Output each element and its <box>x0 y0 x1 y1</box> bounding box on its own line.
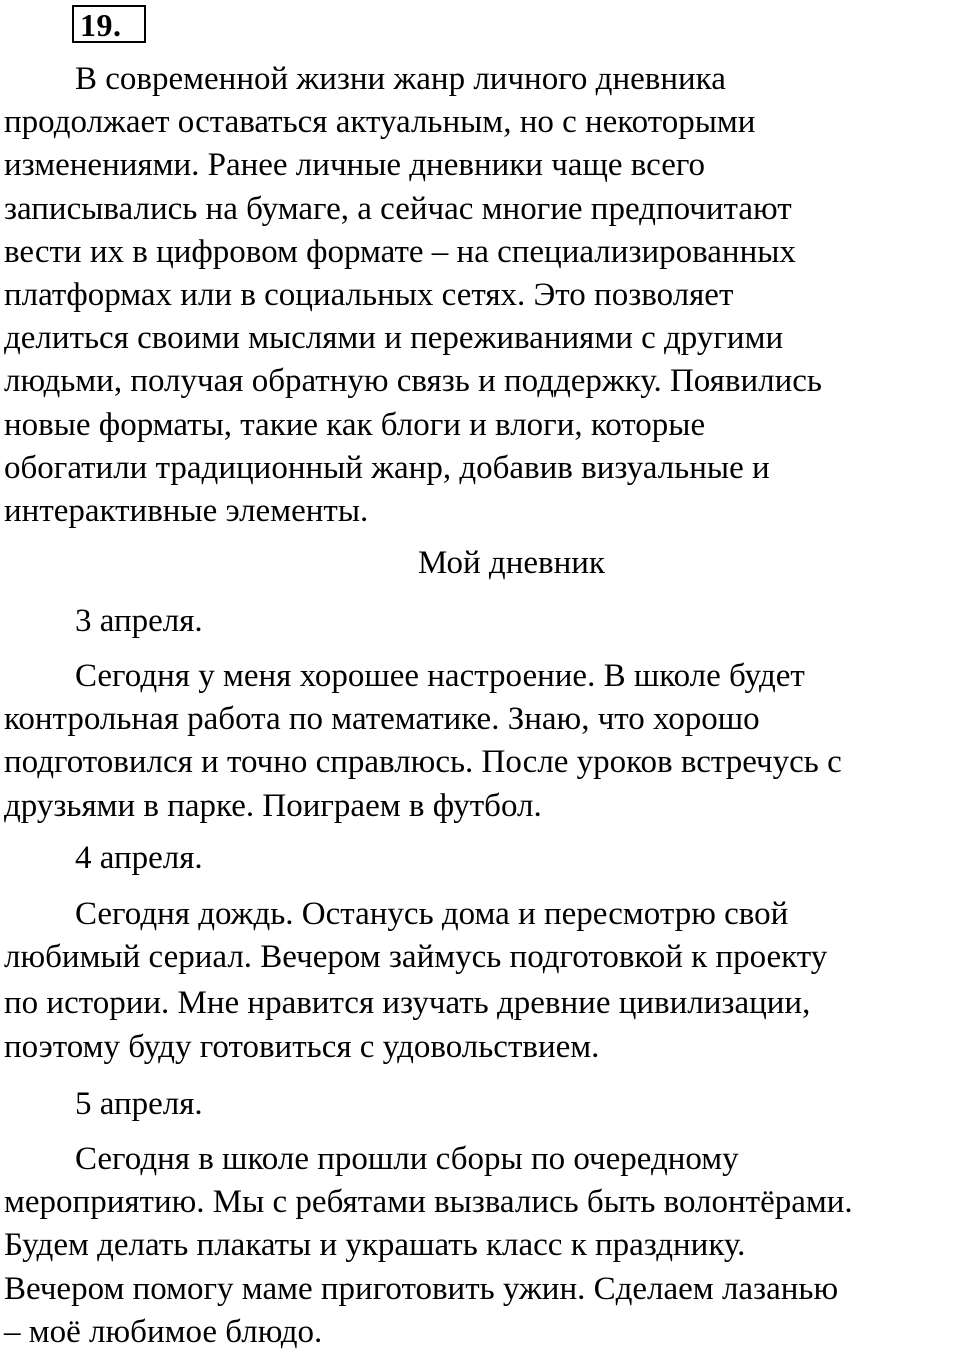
diary-entry <box>4 893 960 1069</box>
text-line: Сегодня в школе прошли сборы по очередному <box>75 1141 739 1177</box>
text-line: Сегодня у меня хорошее настроение. В школе будет <box>75 658 805 694</box>
text-line: Вечером помогу маме приготовить ужин. Сделаем лазанью <box>4 1270 839 1307</box>
text-line: мероприятию. Мы с ребятами вызвались быть волонтёрами. <box>4 1184 853 1221</box>
text-line: поэтому буду готовиться с удовольствием. <box>4 1028 600 1065</box>
text-line: вести их в цифровом формате – на специализированных <box>4 233 796 270</box>
diary-title: Мой дневник <box>418 545 605 581</box>
text-line: интерактивные элементы. <box>4 493 369 530</box>
task-number: 19. <box>72 5 146 43</box>
entry-date: 5 апреля. <box>75 1086 203 1122</box>
entry-date: 4 апреля. <box>75 840 203 876</box>
diary-entry <box>4 655 960 828</box>
text-line: по истории. Мне нравится изучать древние цивилизации, <box>4 985 811 1022</box>
text-line: В современной жизни жанр личного дневника <box>75 61 726 97</box>
text-line: платформах или в социальных сетях. Это позволяет <box>4 277 734 314</box>
text-line: друзьями в парке. Поиграем в футбол. <box>4 787 542 824</box>
text-line: контрольная работа по математике. Знаю, что хорошо <box>4 701 760 738</box>
text-line: записывались на бумаге, а сейчас многие предпочитают <box>4 190 792 227</box>
text-line: обогатили традиционный жанр, добавив визуальные и <box>4 449 770 486</box>
entry-date: 3 апреля. <box>75 603 203 639</box>
text-line: Сегодня дождь. Останусь дома и пересмотрю свой <box>75 896 789 932</box>
text-line: – моё любимое блюдо. <box>4 1313 323 1350</box>
text-line: изменениями. Ранее личные дневники чаще всего <box>4 147 706 184</box>
text-line: продолжает оставаться актуальным, но с некоторыми <box>4 104 756 141</box>
text-line: подготовился и точно справлюсь. После уроков встречусь с <box>4 744 842 781</box>
intro-paragraph <box>4 58 960 533</box>
text-line: любимый сериал. Вечером займусь подготовкой к проекту <box>4 939 828 976</box>
diary-entry <box>4 1138 960 1354</box>
text-line: новые форматы, такие как блоги и влоги, которые <box>4 406 706 443</box>
text-line: людьми, получая обратную связь и поддержку. Появились <box>4 363 822 400</box>
text-line: делиться своими мыслями и переживаниями с другими <box>4 320 784 357</box>
text-line: Будем делать плакаты и украшать класс к празднику. <box>4 1227 746 1264</box>
